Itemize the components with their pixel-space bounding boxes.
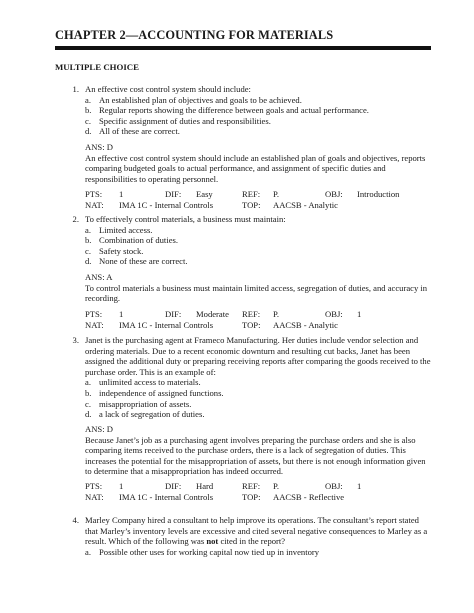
option-a [85, 377, 201, 388]
stem-text-end: cited in the report? [220, 536, 286, 547]
section-heading: MULTIPLE CHOICE [55, 62, 139, 72]
option-letter: c. [85, 398, 91, 409]
ref-label: REF: [242, 309, 261, 319]
option-letter: d. [85, 256, 92, 267]
option-b [85, 105, 369, 116]
option-letter: d. [85, 126, 92, 137]
option-c [85, 246, 143, 257]
ref-value: P. [273, 309, 279, 319]
option-letter: c. [85, 115, 91, 126]
obj-label: OBJ: [325, 189, 343, 199]
option-text: misappropriation of assets. [99, 398, 192, 409]
question-number: 1. [72, 84, 79, 94]
option-a [85, 225, 152, 236]
option-text: Regular reports showing the difference between goals and actual performance. [99, 105, 369, 116]
top-label: TOP: [242, 319, 261, 330]
option-text: Combination of duties. [99, 235, 179, 246]
option-text: unlimited access to materials. [99, 377, 201, 388]
option-letter: a. [85, 546, 91, 557]
option-letter: b. [85, 235, 92, 246]
title-rule [55, 46, 431, 50]
option-d [85, 126, 180, 137]
option-letter: a. [85, 224, 91, 235]
ref-label: REF: [242, 189, 261, 199]
dif-label: DIF: [165, 189, 182, 199]
ref-label: REF: [242, 481, 261, 491]
answer-explanation: To control materials a business must maintain limited access, segregation of duties, and accuracy in recording. [85, 282, 428, 304]
question-stem: Janet is the purchasing agent at Frameco Manufacturing. Her duties include vendor selection and ordering materials. Due to a recent economic downturn and resulting cut backs, Janet has been assigned the additional duty or preparing receiving reports after comparing the goods received to the purchase order. This is an example of: [85, 335, 431, 377]
option-text: All of these are correct. [99, 126, 180, 137]
stem-text: Marley Company hired a consultant to help improve its operations. The consultant’s report stated that Marley’s inventory levels are excessive and cited several negative consequences to Marley as a result. Which of the following was [85, 515, 428, 547]
option-text: An established plan of objectives and goals to be achieved. [99, 94, 302, 105]
dif-label: DIF: [165, 481, 182, 491]
nat-value: IMA 1C - Internal Controls [119, 199, 214, 210]
option-c [85, 399, 191, 410]
option-letter: b. [85, 105, 92, 116]
dif-label: DIF: [165, 309, 182, 319]
option-text: None of these are correct. [99, 256, 188, 267]
stem-emphasis: not [206, 536, 219, 547]
dif-value: Moderate [196, 309, 229, 319]
option-a [85, 547, 319, 558]
obj-value: 1 [357, 481, 362, 491]
top-label: TOP: [242, 491, 261, 502]
obj-value: 1 [357, 309, 362, 319]
dif-value: Easy [196, 189, 213, 199]
obj-label: OBJ: [325, 481, 343, 491]
option-letter: c. [85, 245, 91, 256]
nat-value: IMA 1C - Internal Controls [119, 491, 214, 502]
question-number: 3. [72, 335, 79, 345]
option-b [85, 235, 178, 246]
option-letter: b. [85, 388, 92, 398]
option-text: Limited access. [99, 224, 153, 235]
option-b [85, 388, 224, 399]
pts-label: PTS: [85, 189, 103, 199]
question-stem: To effectively control materials, a business must maintain: [85, 214, 286, 224]
nat-label: NAT: [85, 199, 104, 210]
question-stem [85, 515, 431, 547]
pts-label: PTS: [85, 309, 103, 319]
answer-key: ANS: A [85, 272, 113, 282]
pts-value: 1 [119, 309, 124, 319]
obj-label: OBJ: [325, 309, 343, 319]
pts-label: PTS: [85, 481, 103, 491]
option-text: Specific assignment of duties and responsibilities. [99, 115, 271, 126]
top-value: AACSB - Reflective [273, 491, 345, 502]
nat-label: NAT: [85, 319, 104, 330]
option-c [85, 116, 271, 127]
answer-explanation: An effective cost control system should include an established plan of goals and objectives, reports comparing budgeted goals to actual performance, and assignment of specific duties and responsibilities to operating personnel. [85, 152, 426, 184]
question-stem: An effective cost control system should include: [85, 84, 251, 94]
option-text: a lack of segregation of duties. [99, 409, 205, 420]
option-letter: d. [85, 409, 92, 420]
option-a [85, 95, 302, 106]
question-number: 2. [72, 214, 79, 224]
nat-label: NAT: [85, 491, 104, 502]
chapter-title: CHAPTER 2—ACCOUNTING FOR MATERIALS [55, 28, 334, 42]
top-label: TOP: [242, 199, 261, 210]
nat-value: IMA 1C - Internal Controls [119, 319, 214, 330]
top-value: AACSB - Analytic [273, 319, 338, 330]
option-text: independence of assigned functions. [99, 388, 224, 398]
option-d [85, 256, 188, 267]
option-letter: a. [85, 377, 91, 388]
option-d [85, 409, 204, 420]
top-value: AACSB - Analytic [273, 199, 338, 210]
pts-value: 1 [119, 189, 124, 199]
answer-key: ANS: D [85, 424, 113, 434]
dif-value: Hard [196, 481, 214, 491]
ref-value: P. [273, 481, 279, 491]
answer-key: ANS: D [85, 142, 113, 152]
option-letter: a. [85, 94, 91, 105]
ref-value: P. [273, 189, 279, 199]
obj-value: Introduction [357, 189, 400, 199]
answer-explanation: Because Janet’s job as a purchasing agent involves preparing the purchase orders and she is also comparing items received to the purchase orders, there is a lack of segregation of duties. This increases the potential for the misappropriation of assets, but there is not enough information given to determine that a misappropriation has indeed occurred. [85, 434, 426, 477]
question-number: 4. [72, 515, 79, 525]
pts-value: 1 [119, 481, 124, 491]
option-text: Possible other uses for working capital now tied up in inventory [99, 546, 320, 557]
option-text: Safety stock. [99, 245, 144, 256]
